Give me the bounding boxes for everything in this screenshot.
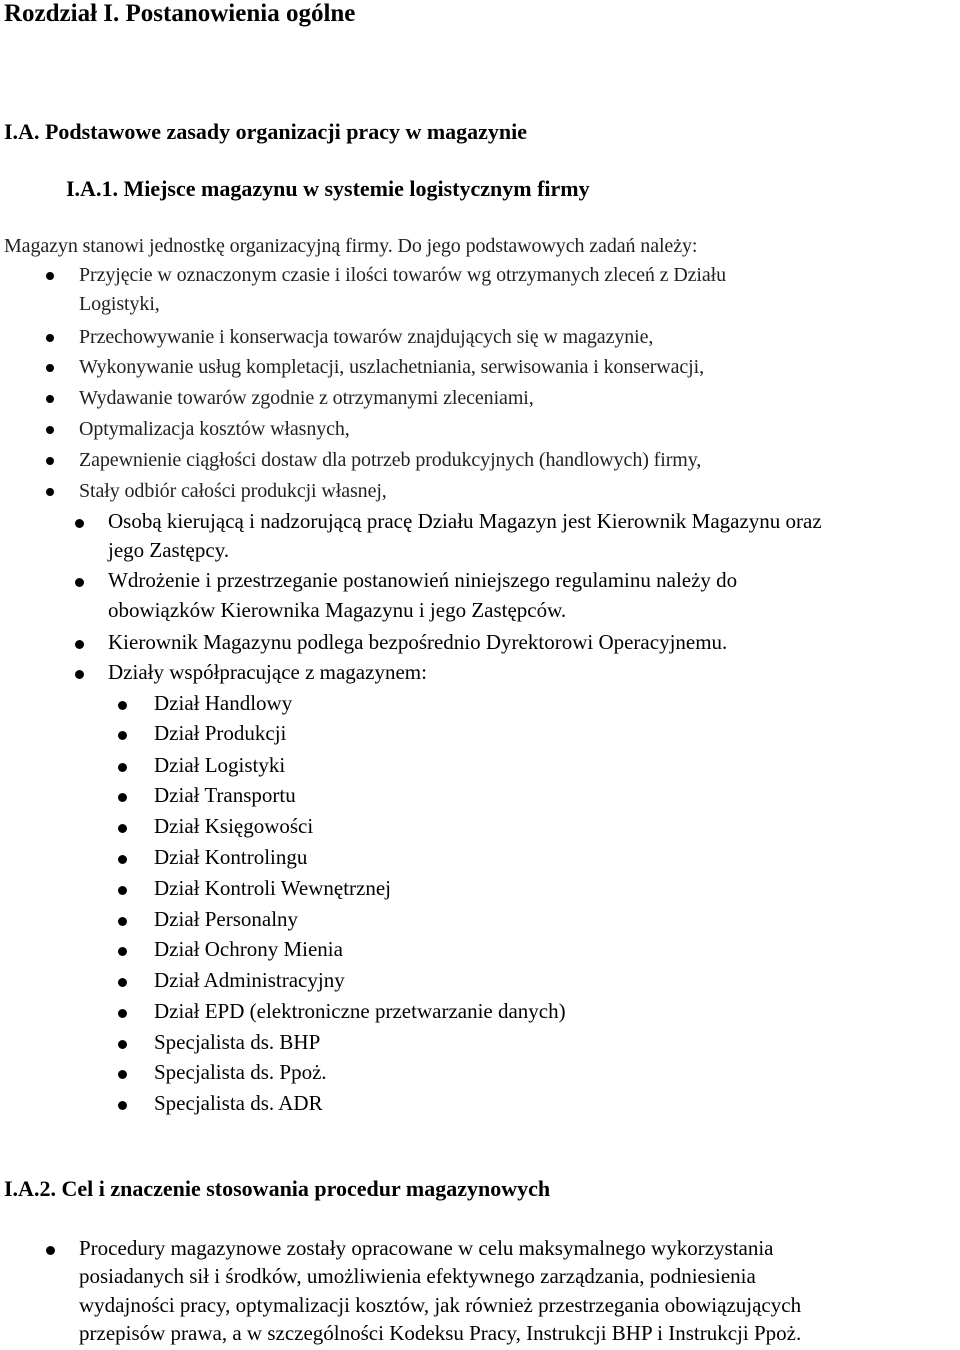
bullet-icon: [118, 1070, 127, 1079]
list-item: Osobą kierującą i nadzorującą pracę Działu Magazyn jest Kierownik Magazynu oraz: [108, 509, 822, 533]
bullet-icon: [118, 978, 127, 987]
bullet-icon: [118, 793, 127, 802]
bullet-icon: [75, 519, 84, 528]
department-item: Specjalista ds. Ppoż.: [154, 1060, 327, 1084]
bullet-icon: [46, 1246, 55, 1255]
bullet-icon: [118, 824, 127, 833]
department-item: Dział Kontrolingu: [154, 845, 308, 869]
bullet-icon: [118, 886, 127, 895]
department-item: Dział Produkcji: [154, 721, 287, 745]
bullet-icon: [118, 855, 127, 864]
list-item: Wdrożenie i przestrzeganie postanowień niniejszego regulaminu należy do: [108, 568, 738, 592]
bullet-icon: [118, 917, 127, 926]
department-item: Dział Personalny: [154, 907, 299, 931]
bullet-icon: [46, 334, 54, 342]
department-item: Dział Handlowy: [154, 691, 293, 715]
department-item: Dział Ochrony Mienia: [154, 937, 343, 961]
department-item: Dział Administracyjny: [154, 968, 345, 992]
department-item: Dział Kontroli Wewnętrznej: [154, 876, 392, 900]
bullet-icon: [118, 947, 127, 956]
bullet-icon: [118, 731, 127, 740]
list-item-continuation: jego Zastępcy.: [108, 538, 230, 562]
department-item: Dział EPD (elektroniczne przetwarzanie danych): [154, 999, 566, 1023]
bullet-icon: [75, 670, 84, 679]
bullet-icon: [46, 488, 54, 496]
bullet-icon: [118, 701, 127, 710]
bullet-icon: [118, 763, 127, 772]
department-item: Dział Transportu: [154, 783, 296, 807]
list-item: Przyjęcie w oznaczonym czasie i ilości towarów wg otrzymanych zleceń z Działu: [79, 264, 727, 286]
list-item: Zapewnienie ciągłości dostaw dla potrzeb produkcyjnych (handlowych) firmy,: [79, 449, 702, 471]
bullet-icon: [46, 272, 54, 280]
chapter-title: Rozdział I. Postanowienia ogólne: [4, 0, 356, 27]
list-item: Kierownik Magazynu podlega bezpośrednio Dyrektorowi Operacyjnemu.: [108, 630, 728, 654]
bullet-icon: [118, 1101, 127, 1110]
bullet-icon: [118, 1009, 127, 1018]
procedures-line: przepisów prawa, a w szczególności Kodeksu Pracy, Instrukcji BHP i Instrukcji Ppoż.: [79, 1321, 802, 1345]
list-item: Wydawanie towarów zgodnie z otrzymanymi zleceniami,: [79, 387, 534, 409]
department-item: Specjalista ds. BHP: [154, 1030, 321, 1054]
list-item-continuation: Logistyki,: [79, 293, 160, 315]
list-item: Przechowywanie i konserwacja towarów znajdujących się w magazynie,: [79, 326, 654, 348]
procedures-line: posiadanych sił i środków, umożliwienia efektywnego zarządzania, podniesienia: [79, 1264, 756, 1288]
bullet-icon: [75, 578, 84, 587]
list-item: Optymalizacja kosztów własnych,: [79, 418, 350, 440]
bullet-icon: [75, 640, 84, 649]
bullet-icon: [46, 457, 54, 465]
department-item: Dział Logistyki: [154, 753, 286, 777]
bullet-icon: [46, 395, 54, 403]
department-item: Dział Księgowości: [154, 814, 314, 838]
list-item: Wykonywanie usług kompletacji, uszlachetniania, serwisowania i konserwacji,: [79, 356, 705, 378]
section-a1-title: I.A.1. Miejsce magazynu w systemie logistycznym firmy: [66, 176, 590, 201]
section-a-title: I.A. Podstawowe zasady organizacji pracy w magazynie: [4, 119, 528, 144]
list-item: Działy współpracujące z magazynem:: [108, 660, 427, 684]
bullet-icon: [118, 1040, 127, 1049]
procedures-line: Procedury magazynowe zostały opracowane w celu maksymalnego wykorzystania: [79, 1236, 774, 1260]
procedures-line: wydajności pracy, optymalizacji kosztów, jak również przestrzegania obowiązujących: [79, 1293, 802, 1317]
list-item: Stały odbiór całości produkcji własnej,: [79, 480, 387, 502]
section-a2-title: I.A.2. Cel i znaczenie stosowania procedur magazynowych: [4, 1176, 551, 1201]
department-item: Specjalista ds. ADR: [154, 1091, 323, 1115]
bullet-icon: [46, 426, 54, 434]
bullet-icon: [46, 364, 54, 372]
list-item-continuation: obowiązków Kierownika Magazynu i jego Zastępców.: [108, 598, 567, 622]
intro-paragraph: Magazyn stanowi jednostkę organizacyjną firmy. Do jego podstawowych zadań należy:: [4, 235, 698, 257]
